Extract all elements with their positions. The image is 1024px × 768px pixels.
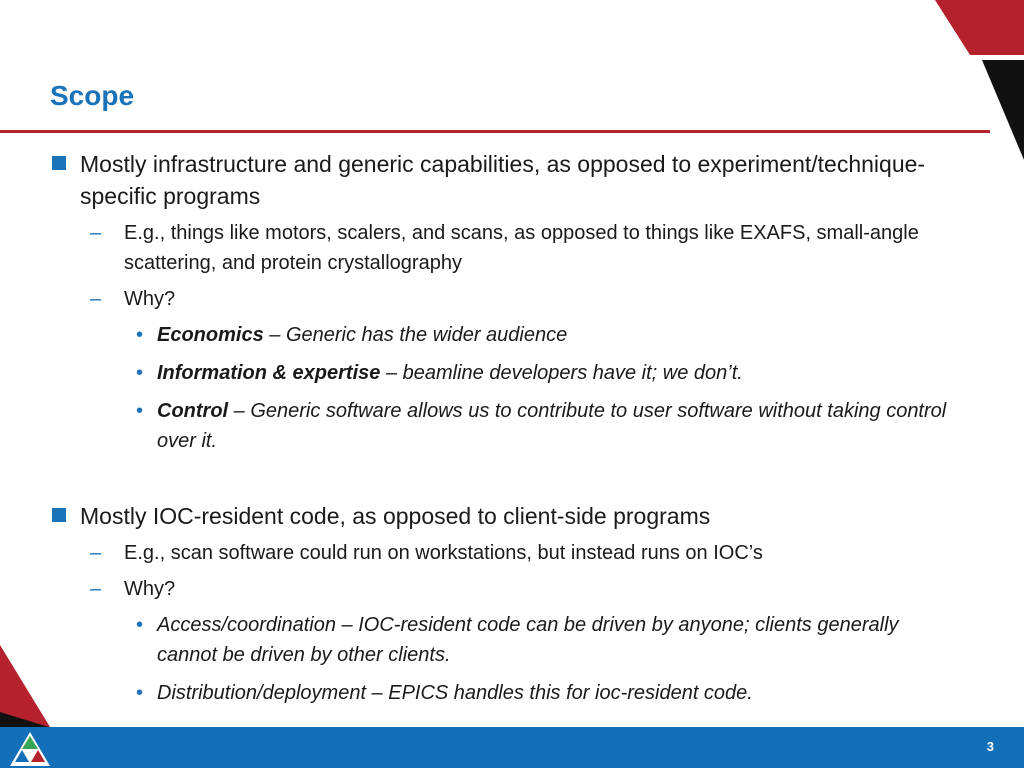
list-item <box>50 538 950 568</box>
list-item <box>50 218 950 278</box>
dot-bullet-icon: • <box>136 400 144 422</box>
triangle-logo-icon <box>8 730 52 768</box>
dash-icon: – <box>90 578 102 600</box>
dot-bullet-icon: • <box>136 614 144 636</box>
dot-bullet-icon: • <box>136 324 144 346</box>
list-item <box>50 574 950 604</box>
bullet-text: Why? <box>124 578 176 600</box>
dash-icon: – <box>90 222 102 244</box>
corner-red-triangle-bottom <box>0 645 50 727</box>
page-number: 3 <box>986 739 994 754</box>
bullet-text: Why? <box>124 288 176 310</box>
title-divider <box>0 130 990 133</box>
bullet-text: – beamline developers have it; we don’t. <box>380 362 743 384</box>
list-item <box>50 284 950 314</box>
list-item <box>50 610 950 670</box>
square-bullet-icon <box>52 508 66 522</box>
list-item <box>50 500 950 532</box>
bullet-text: Mostly IOC-resident code, as opposed to client-side programs <box>80 503 711 529</box>
page-title: Scope <box>50 80 135 111</box>
section-spacer <box>50 464 950 500</box>
corner-black-triangle-top <box>982 60 1024 160</box>
corner-red-triangle-top <box>935 0 1024 55</box>
dot-bullet-icon: • <box>136 362 144 384</box>
list-item <box>50 678 950 708</box>
bullet-term: Economics <box>157 324 264 346</box>
list-item <box>50 396 950 456</box>
bullet-term: Information & expertise <box>157 362 381 384</box>
list-item <box>50 148 950 212</box>
bullet-text: Mostly infrastructure and generic capabilities, as opposed to experiment/technique-specific programs <box>80 151 926 209</box>
bullet-text: – Generic software allows us to contribute to user software without taking control over it. <box>157 400 947 452</box>
list-item <box>50 358 950 388</box>
bullet-text: Access/coordination – IOC-resident code can be driven by anyone; clients generally cannot be driven by other clients. <box>157 614 899 666</box>
square-bullet-icon <box>52 156 66 170</box>
dash-icon: – <box>90 288 102 310</box>
bullet-text: E.g., things like motors, scalers, and scans, as opposed to things like EXAFS, small-angle scattering, and protein crystallography <box>124 222 919 274</box>
bullet-text: – Generic has the wider audience <box>263 324 568 346</box>
dash-icon: – <box>90 542 102 564</box>
list-item <box>50 320 950 350</box>
slide-content <box>50 148 950 716</box>
dot-bullet-icon: • <box>136 682 144 704</box>
footer-bar <box>0 727 1024 768</box>
bullet-text: Distribution/deployment – EPICS handles this for ioc-resident code. <box>157 682 753 704</box>
bullet-text: E.g., scan software could run on workstations, but instead runs on IOC’s <box>124 542 763 564</box>
bullet-term: Control <box>157 400 229 422</box>
